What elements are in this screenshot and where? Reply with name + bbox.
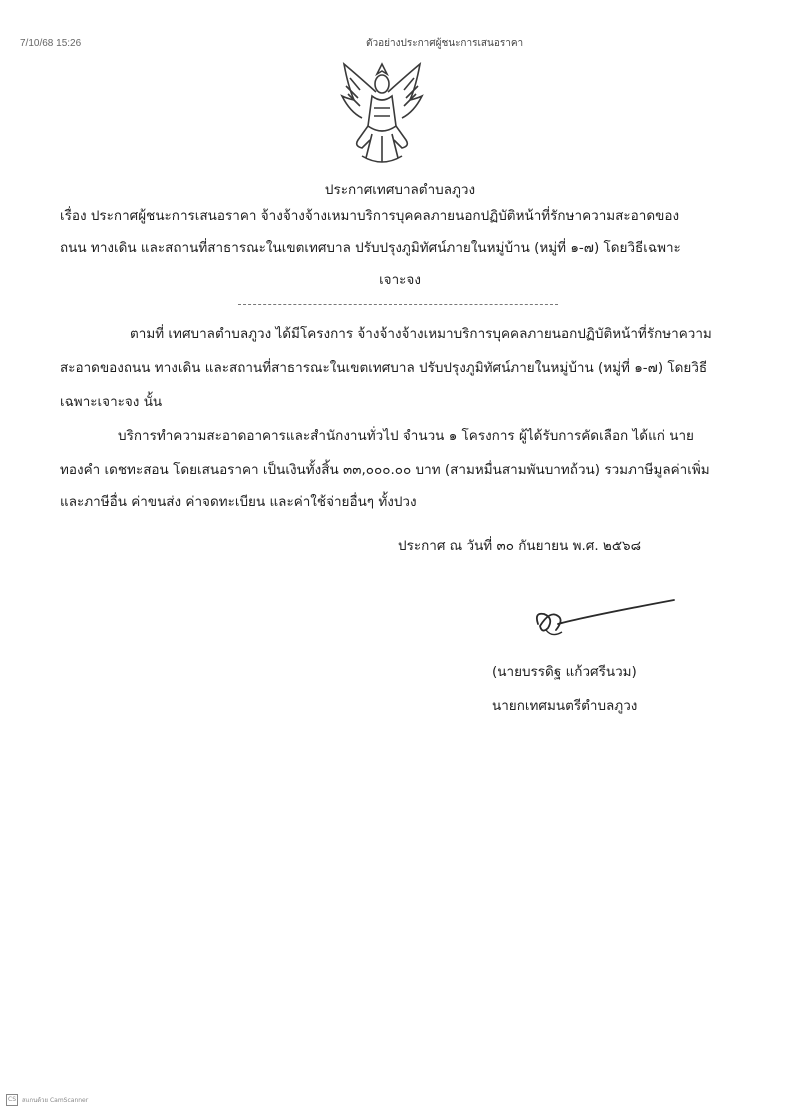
announcement-date: ประกาศ ณ วันที่ ๓๐ กันยายน พ.ศ. ๒๕๖๘: [398, 538, 642, 554]
scanner-footer: [6, 1094, 88, 1106]
camscanner-icon: CS: [6, 1094, 18, 1106]
announcement-title: ประกาศเทศบาลตำบลภูวง: [324, 182, 476, 198]
garuda-emblem-icon: [336, 56, 428, 168]
subject-line-3: เจาะจง: [379, 272, 421, 288]
divider: [238, 304, 558, 305]
body-paragraph-2-line-1: บริการทำความสะอาดอาคารและสำนักงานทั่วไป จำนวน ๑ โครงการ ผู้ได้รับการคัดเลือก ได้แก่ นาย: [118, 428, 694, 444]
subject-line-2: ถนน ทางเดิน และสถานที่สาธารณะในเขตเทศบาล ปรับปรุงภูมิทัศน์ภายในหมู่บ้าน (หมู่ที่ ๑-๗) โดยวิธีเฉพาะ: [60, 240, 681, 256]
header-caption: ตัวอย่างประกาศผู้ชนะการเสนอราคา: [366, 38, 524, 49]
body-paragraph-1-line-2: สะอาดของถนน ทางเดิน และสถานที่สาธารณะในเขตเทศบาล ปรับปรุงภูมิทัศน์ภายในหมู่บ้าน (หมู่ที่ ๑-๗) โดยวิธี: [60, 360, 708, 376]
body-paragraph-1-line-1: ตามที่ เทศบาลตำบลภูวง ได้มีโครงการ จ้างจ้างจ้างเหมาบริการบุคคลภายนอกปฏิบัติหน้าที่รักษาความ: [130, 326, 712, 342]
body-paragraph-2-line-3: และภาษีอื่น ค่าขนส่ง ค่าจดทะเบียน และค่าใช้จ่ายอื่นๆ ทั้งปวง: [60, 494, 417, 510]
body-paragraph-1-line-3: เฉพาะเจาะจง นั้น: [60, 394, 163, 410]
subject-line-1: เรื่อง ประกาศผู้ชนะการเสนอราคา จ้างจ้างจ้างเหมาบริการบุคคลภายนอกปฏิบัติหน้าที่รักษาความสะอาดของ: [60, 208, 680, 224]
signature: [528, 594, 678, 644]
signer-name: (นายบรรดิฐ แก้วศรีนวม): [492, 664, 637, 680]
scanner-footer-text: สแกนด้วย CamScanner: [22, 1097, 89, 1104]
signer-position: นายกเทศมนตรีตำบลภูวง: [492, 698, 638, 714]
body-paragraph-2-line-2: ทองคำ เดชทะสอน โดยเสนอราคา เป็นเงินทั้งสิ้น ๓๓,๐๐๐.๐๐ บาท (สามหมื่นสามพันบาทถ้วน) รวมภาษีมูลค่าเพิ่ม: [60, 462, 710, 478]
scan-timestamp: 7/10/68 15:26: [20, 38, 82, 49]
